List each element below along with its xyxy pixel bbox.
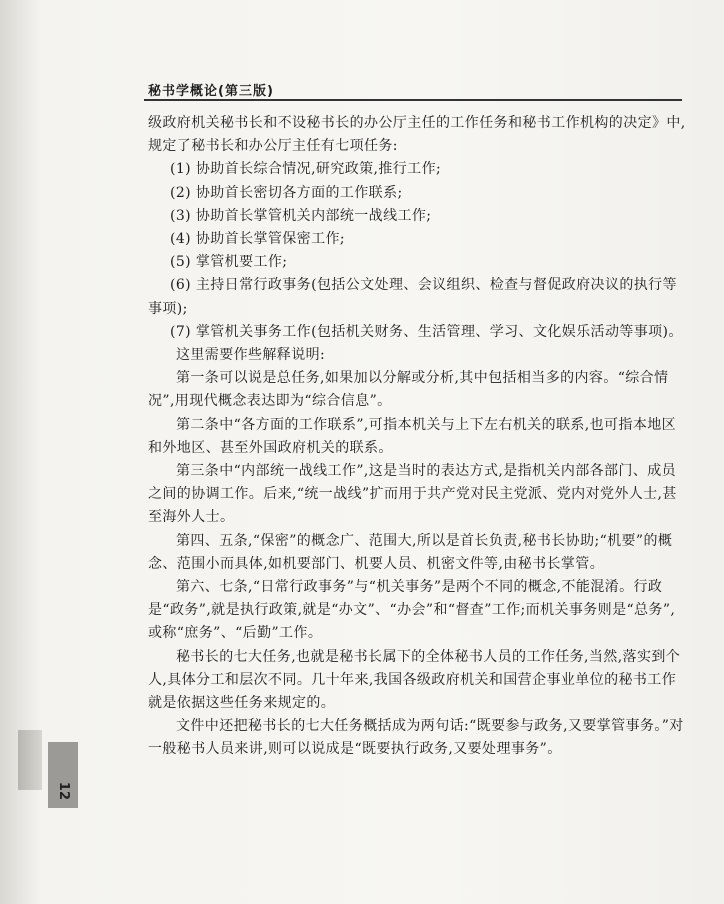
list-item: (1) 协助首长综合情况,研究政策,推行工作; — [170, 161, 442, 178]
paragraph: 第三条中“内部统一战线工作”,这是当时的表达方式,是指机关内部各部门、成员之间的协调工作。后来,“统一战线”扩而用于共产党对民主党派、党内对党外人士,甚至海外人士。 — [148, 463, 677, 526]
list-item: (5) 掌管机要工作; — [170, 254, 288, 271]
paragraph: 第四、五条,“保密”的概念广、范围大,所以是首长负责,秘书长协助;“机要”的概念、范围小而具体,如机要部门、机要人员、机密文件等,由秘书长掌管。 — [148, 532, 673, 572]
paragraph: 第一条可以说是总任务,如果加以分解或分析,其中包括相当多的内容。“综合情况”,用现代概念表达即为“综合信息”。 — [148, 370, 669, 410]
list-item: (4) 协助首长掌管保密工作; — [170, 231, 345, 248]
list-item: (2) 协助首长密切各方面的工作联系; — [170, 184, 403, 201]
paragraph: 文件中还把秘书长的七大任务概括成为两句话:“既要参与政务,又要掌管事务。”对一般秘书人员来讲,则可以说成是“既要执行政务,又要处理事务”。 — [148, 718, 684, 758]
header-rule — [144, 99, 682, 101]
running-header: 秘书学概论(第三版) — [148, 84, 274, 99]
paragraph: 第二条中“各方面的工作联系”,可指本机关与上下左右机关的联系,也可指本地区和外地区、甚至外国政府机关的联系。 — [148, 416, 677, 456]
list-item: (6) 主持日常行政事务(包括公文处理、会议组织、检查与督促政府决议的执行等事项); — [148, 277, 677, 317]
paragraph: 级政府机关秘书长和不设秘书长的办公厅主任的工作任务和秘书工作机构的决定》中,规定了秘书长和办公厅主任有七项任务: — [148, 115, 686, 155]
page-body — [148, 112, 688, 762]
page-number: 12 — [48, 742, 78, 808]
list-item: (7) 掌管机关事务工作(包括机关财务、生活管理、学习、文化娱乐活动等事项)。 — [170, 323, 683, 340]
paragraph: 这里需要作些解释说明: — [176, 347, 326, 364]
paragraph: 秘书长的七大任务,也就是秘书长属下的全体秘书人员的工作任务,当然,落实到个人,具体分工和层次不同。几十年来,我国各级政府机关和国营企事业单位的秘书工作就是依据这些任务来规定的。 — [148, 648, 681, 712]
list-item: (3) 协助首长掌管机关内部统一战线工作; — [170, 207, 432, 224]
page-edge-shadow — [18, 730, 42, 790]
paragraph: 第六、七条,“日常行政事务”与“机关事务”是两个不同的概念,不能混淆。行政是“政务”,就是执行政策,就是“办文”、“办会”和“督查”工作;而机关事务则是“总务”,或称“庶务”、“后勤”工作。 — [148, 579, 676, 642]
